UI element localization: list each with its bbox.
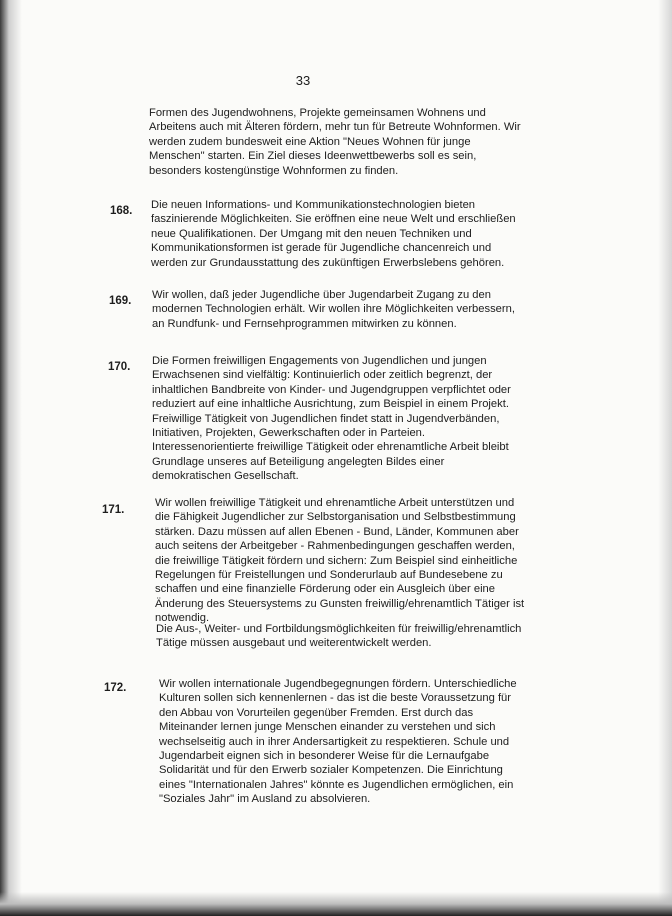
scan-edge-bottom [0, 892, 672, 916]
section-171-paragraph-2 [156, 622, 536, 651]
section-171-paragraph-1 [155, 496, 535, 626]
section-172-paragraph [159, 677, 539, 807]
text-line: Erwachsenen sind vielfältig: Kontinuierlich oder zeitlich begrenzt, der [152, 369, 493, 382]
text-line: Grundlage unseres auf Beteiligung angelegten Bildes einer [152, 455, 445, 468]
section-number-169: 169. [109, 295, 132, 307]
page-number: 33 [295, 73, 311, 88]
section-169-paragraph [152, 288, 532, 331]
text-line: modernen Technologien erhält. Wir wollen ihre Möglichkeiten verbessern, [152, 303, 515, 316]
text-line: Wir wollen freiwillige Tätigkeit und ehrenamtliche Arbeit unterstützen und [155, 497, 515, 509]
text-line: wechselseitig auch in ihrer Andersartigkeit zu respektieren. Schule und [159, 735, 510, 748]
text-line: werden zudem bundesweit eine Aktion "Neues Wohnen für junge [149, 135, 471, 148]
text-line: Änderung des Steuersystems zu Gunsten freiwillig/ehrenamtlich Tätiger ist [155, 597, 525, 610]
text-line: Regelungen für Freistellungen und Sonderurlaub auf Bundesebene zu [155, 569, 503, 582]
text-line: eines "Internationalen Jahres" könnte es Jugendlichen ermöglichen, ein [159, 778, 514, 791]
text-line: Menschen" starten. Ein Ziel dieses Ideenwettbewerbs soll es sein, [149, 150, 477, 163]
text-line: Wir wollen internationale Jugendbegegnungen fördern. Unterschiedliche [159, 678, 517, 690]
text-line: besonders kostengünstige Wohnformen zu finden. [149, 164, 399, 177]
text-line: Tätige müssen ausgebaut und weiterentwickelt werden. [156, 637, 432, 650]
text-line: "Soziales Jahr" im Ausland zu absolvieren. [159, 793, 371, 806]
text-line: Wir wollen, daß jeder Jugendliche über Jugendarbeit Zugang zu den [152, 289, 491, 301]
scan-edge-left [0, 0, 22, 916]
text-line: demokratischen Gesellschaft. [152, 470, 299, 483]
text-line: die Fähigkeit Jugendlicher zur Selbstorganisation und Selbstbestimmung [155, 511, 516, 524]
text-line: Arbeitens auch mit Älteren fördern, mehr tun für Betreute Wohnformen. Wir [149, 121, 521, 134]
text-line: Interessenorientierte freiwillige Tätigkeit oder ehrenamtliche Arbeit bleibt [152, 441, 509, 454]
text-line: die freiwillige Tätigkeit fördern und sichern: Zum Beispiel sind einheitliche [155, 554, 518, 567]
text-line: auch seitens der Arbeitgeber - Rahmenbedingungen geschaffen werden, [155, 540, 515, 553]
intro-paragraph [149, 106, 529, 178]
text-line: stärken. Dazu müssen auf allen Ebenen - Bund, Länder, Kommunen aber [155, 525, 519, 538]
text-line: Formen des Jugendwohnens, Projekte gemeinsamen Wohnens und [149, 107, 486, 119]
text-line: Die Formen freiwilligen Engagements von Jugendlichen und jungen [152, 355, 487, 367]
text-line: Die neuen Informations- und Kommunikationstechnologien bieten [151, 199, 476, 211]
text-line: Initiativen, Projekten, Gewerkschaften oder in Parteien. [152, 427, 425, 440]
text-line: faszinierende Möglichkeiten. Sie eröffnen eine neue Welt und erschließen [151, 213, 516, 226]
section-number-172: 172. [104, 682, 127, 694]
section-number-168: 168. [110, 205, 133, 217]
text-line: Kulturen sollen sich kennenlernen - das ist die beste Voraussetzung für [159, 692, 511, 705]
text-line: Jugendarbeit eignen sich in besonderer Weise für die Lernaufgabe [159, 750, 490, 763]
text-line: Miteinander lernen junge Menschen einander zu verstehen und sich [159, 721, 496, 734]
section-number-171: 171. [102, 504, 125, 516]
text-line: an Rundfunk- und Fernsehprogrammen mitwirken zu können. [152, 317, 457, 330]
text-line: neue Qualifikationen. Der Umgang mit den neuen Techniken und [151, 227, 472, 240]
section-number-170: 170. [108, 361, 131, 373]
section-170-paragraph [152, 354, 532, 484]
text-line: Solidarität und für den Erwerb sozialer Kompetenzen. Die Einrichtung [159, 764, 503, 777]
text-line: den Abbau von Vorurteilen gegenüber Fremden. Erst durch das [159, 706, 474, 719]
scan-edge-right [658, 0, 672, 916]
section-168-paragraph [151, 198, 531, 270]
text-line: Die Aus-, Weiter- und Fortbildungsmöglichkeiten für freiwillig/ehrenamtlich [156, 623, 522, 635]
text-line: reduziert auf eine inhaltliche Ausrichtung, zum Beispiel in einem Projekt. [152, 398, 509, 411]
text-line: schaffen und eine finanzielle Förderung oder ein Ausgleich über eine [155, 583, 496, 596]
text-line: werden zur Grundausstattung des zukünftigen Erwerbslebens gehören. [151, 256, 505, 269]
text-line: notwendig. [155, 612, 210, 625]
text-line: inhaltlichen Bandbreite von Kinder- und Jugendgruppen verpflichtet oder [152, 383, 511, 396]
text-line: Freiwillige Tätigkeit von Jugendlichen findet statt in Jugendverbänden, [152, 412, 500, 425]
text-line: Kommunikationsformen ist gerade für Jugendliche chancenreich und [151, 242, 492, 255]
